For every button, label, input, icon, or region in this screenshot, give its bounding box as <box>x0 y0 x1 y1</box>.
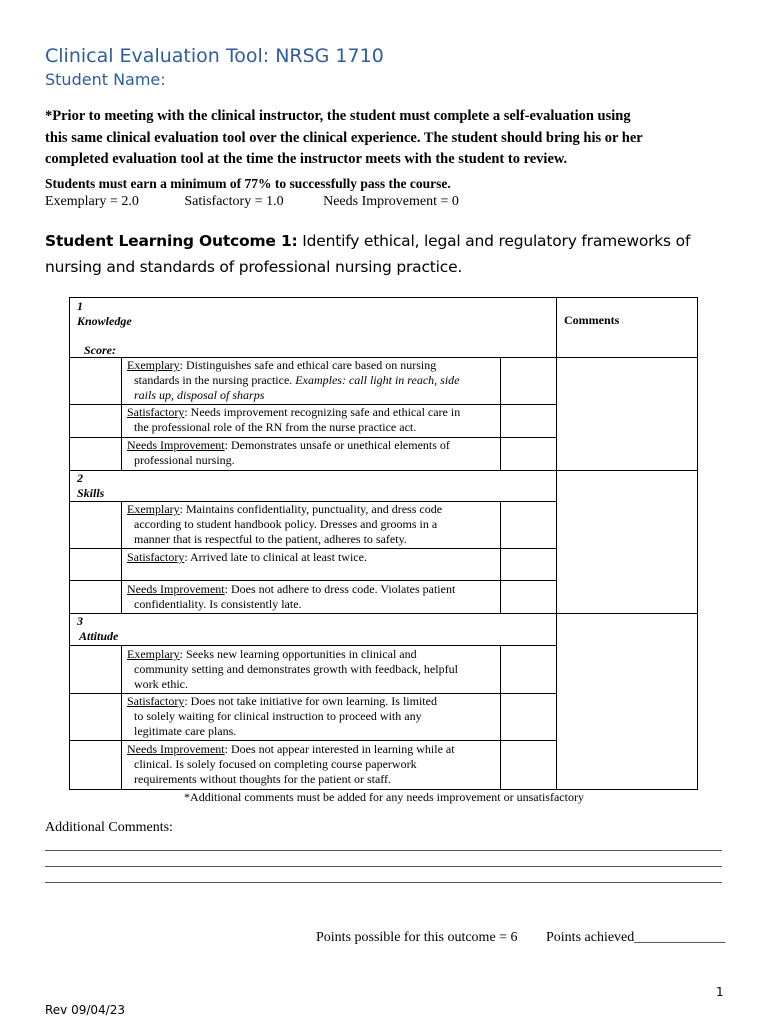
scale-needs-improvement: Needs Improvement = 0 <box>323 194 459 209</box>
criterion-label: Satisfactory <box>127 550 185 564</box>
criterion-text: legitimate care plans. <box>134 724 237 738</box>
outcome-label: Student Learning Outcome 1: <box>45 232 298 250</box>
score-label: Score: <box>84 343 116 357</box>
criterion-text: requirements without thoughts for the patient or staff. <box>134 772 392 786</box>
category-number: 2 <box>77 471 83 485</box>
category-name: Skills <box>77 486 105 500</box>
table-footnote: *Additional comments must be added for any needs improvement or unsatisfactory <box>184 790 584 804</box>
criterion-text: according to student handbook policy. Dresses and grooms in a <box>134 517 438 531</box>
criterion-text: the professional role of the RN from the nurse practice act. <box>134 420 417 434</box>
criterion-label: Exemplary <box>127 358 180 372</box>
criterion-satisfactory <box>127 405 499 435</box>
category-name: Attitude <box>79 629 119 643</box>
student-name-label: Student Name: <box>45 70 166 89</box>
criterion-needs-improvement <box>127 742 499 787</box>
criterion-satisfactory <box>127 694 499 739</box>
criterion-text: to solely waiting for clinical instruction to proceed with any <box>134 709 422 723</box>
criterion-text: : Needs improvement recognizing safe and ethical care in <box>184 405 461 419</box>
criterion-label: Satisfactory <box>127 694 185 708</box>
scale-exemplary: Exemplary = 2.0 <box>45 194 139 209</box>
criterion-text: : Does not adhere to dress code. Violates patient <box>224 582 456 596</box>
prior-note <box>45 106 725 171</box>
category-attitude-header <box>77 614 118 644</box>
criterion-text: community setting and demonstrates growth with feedback, helpful <box>134 662 458 676</box>
category-number: 1 <box>77 299 83 313</box>
criterion-text: : Distinguishes safe and ethical care based on nursing <box>179 358 437 372</box>
criterion-text: : Does not appear interested in learning while at <box>224 742 455 756</box>
additional-comments-label: Additional Comments: <box>45 820 173 835</box>
criterion-text: manner that is respectful to the patient, adheres to safety. <box>134 532 407 546</box>
minimum-score-note: Students must earn a minimum of 77% to successfully pass the course. <box>45 176 451 191</box>
category-number: 3 <box>77 614 83 628</box>
criterion-text: : Demonstrates unsafe or unethical elements of <box>224 438 450 452</box>
score-scale <box>45 194 459 210</box>
criterion-exemplary <box>127 502 499 547</box>
page-number: 1 <box>716 985 724 999</box>
learning-outcome <box>45 228 735 280</box>
criterion-example: Examples: call light in reach, side <box>295 373 460 387</box>
criterion-label: Needs Improvement <box>127 742 225 756</box>
criterion-text: : Maintains confidentiality, punctuality, and dress code <box>179 502 443 516</box>
points-achieved-field[interactable]: Points achieved_____________ <box>546 930 726 945</box>
category-skills-header <box>77 471 104 501</box>
criterion-text: : Arrived late to clinical at least twice. <box>184 550 367 564</box>
comment-line[interactable] <box>45 850 722 851</box>
criterion-needs-improvement <box>127 582 499 612</box>
criterion-exemplary <box>127 358 499 403</box>
category-knowledge-header <box>77 299 132 329</box>
criterion-example: rails up, disposal of sharps <box>134 388 265 402</box>
comments-header: Comments <box>564 313 620 327</box>
criterion-label: Exemplary <box>127 647 180 661</box>
criterion-text: confidentiality. Is consistently late. <box>134 597 302 611</box>
scale-satisfactory: Satisfactory = 1.0 <box>184 194 284 209</box>
criterion-label: Needs Improvement <box>127 582 225 596</box>
comment-line[interactable] <box>45 882 722 883</box>
points-possible: Points possible for this outcome = 6 <box>316 930 518 945</box>
prior-note-line: completed evaluation tool at the time the instructor meets with the student to review. <box>45 151 568 167</box>
criterion-label: Satisfactory <box>127 405 185 419</box>
document-title: Clinical Evaluation Tool: NRSG 1710 <box>45 45 384 67</box>
category-name: Knowledge <box>77 314 132 328</box>
criterion-text: professional nursing. <box>134 453 235 467</box>
comment-line[interactable] <box>45 866 722 867</box>
criterion-text: : Does not take initiative for own learning. Is limited <box>184 694 437 708</box>
revision-date: Rev 09/04/23 <box>45 1003 125 1017</box>
criterion-text: work ethic. <box>134 677 188 691</box>
criterion-text: clinical. Is solely focused on completing course paperwork <box>134 757 417 771</box>
prior-note-line: this same clinical evaluation tool over the clinical experience. The student should bring his or her <box>45 129 643 146</box>
criterion-exemplary <box>127 647 499 692</box>
criterion-label: Exemplary <box>127 502 180 516</box>
prior-note-line: *Prior to meeting with the clinical instructor, the student must complete a self-evaluation using <box>45 108 631 124</box>
criterion-text: standards in the nursing practice. <box>134 373 296 387</box>
criterion-needs-improvement <box>127 438 499 468</box>
criterion-satisfactory <box>127 550 499 565</box>
criterion-label: Needs Improvement <box>127 438 225 452</box>
outcome-text: Identify ethical, legal and regulatory frameworks of nursing and standards of professional nursing practice. <box>45 232 691 276</box>
criterion-text: : Seeks new learning opportunities in clinical and <box>179 647 417 661</box>
